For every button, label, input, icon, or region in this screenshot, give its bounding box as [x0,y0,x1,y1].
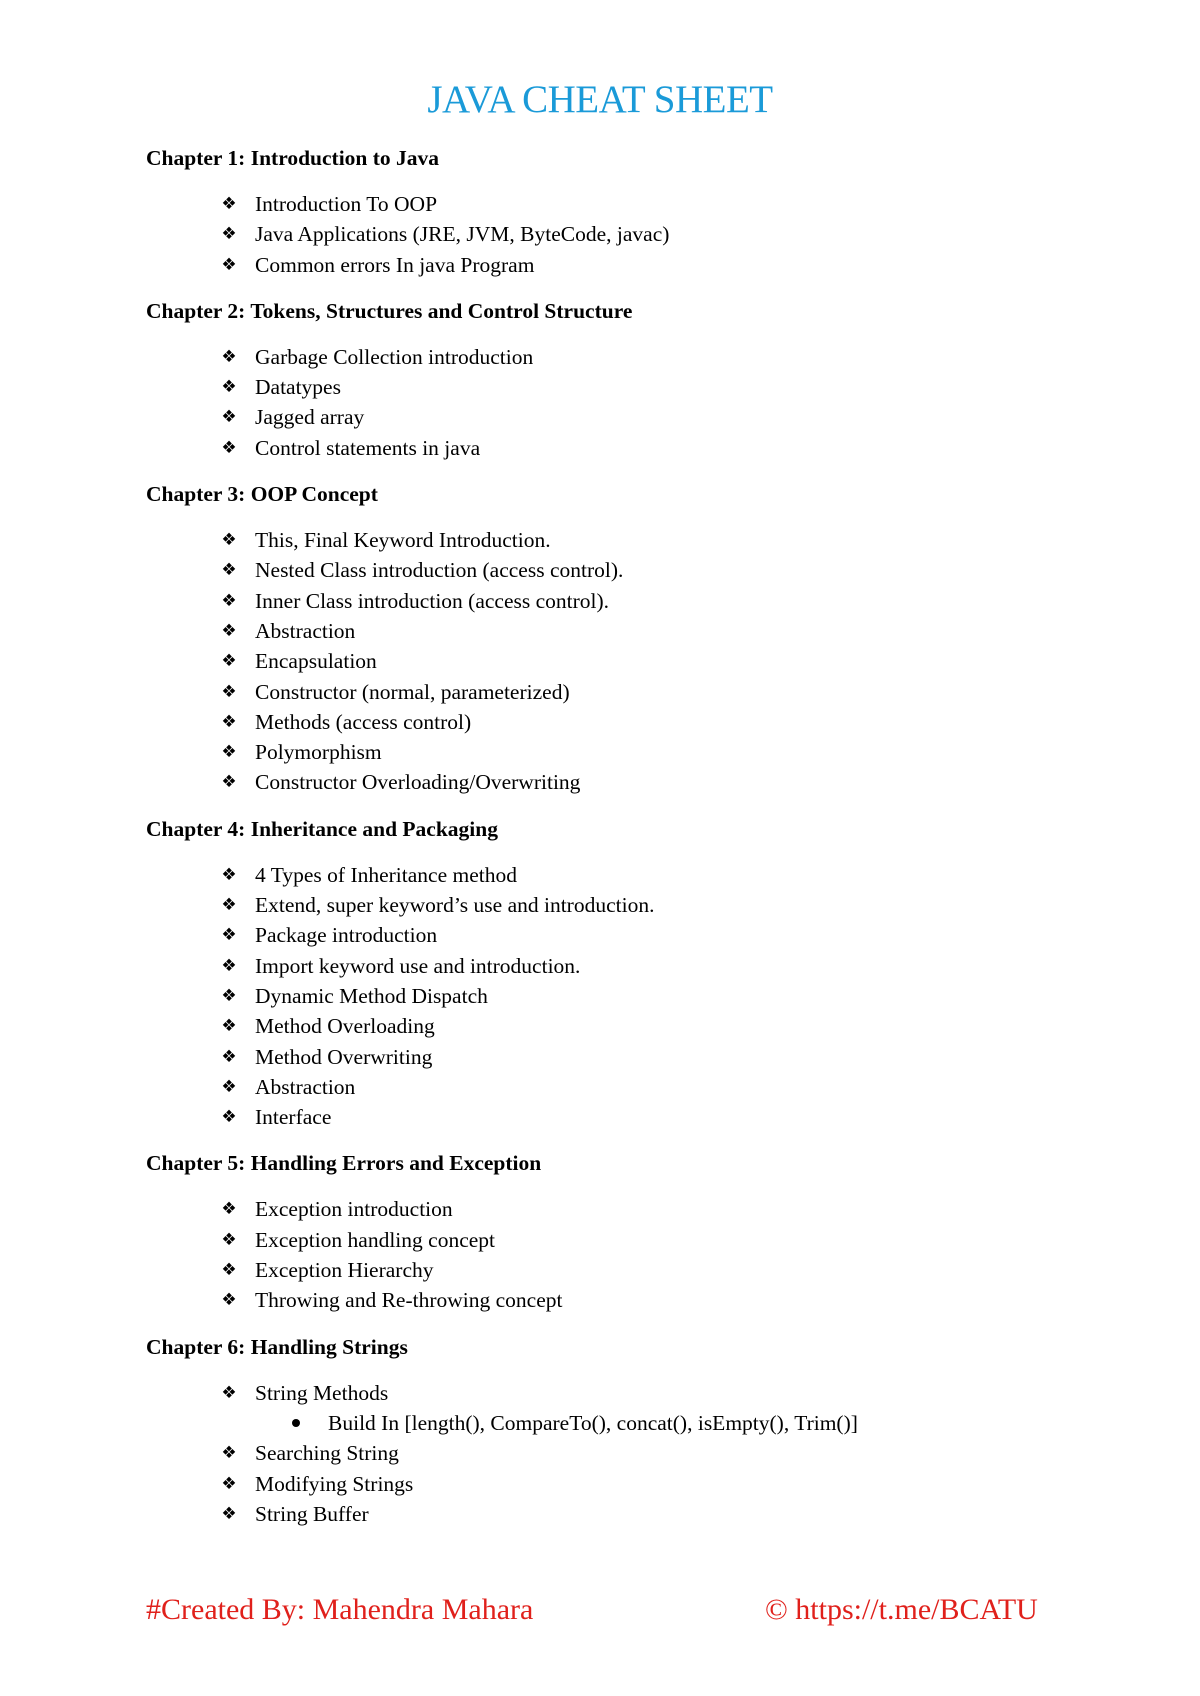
chapter-heading: Chapter 3: OOP Concept [146,482,378,507]
topic-item [146,951,1096,981]
topic-item [146,737,1096,767]
diamond-bullet-icon: ❖ [221,407,237,428]
topic-text: Exception handling concept [255,1227,496,1252]
footer-author: #Created By: Mahendra Mahara [146,1593,534,1626]
topic-item [146,342,1096,372]
topic-text: Java Applications (JRE, JVM, ByteCode, javac) [255,222,670,247]
diamond-bullet-icon: ❖ [221,681,237,702]
diamond-bullet-icon: ❖ [221,772,237,793]
diamond-bullet-icon: ❖ [221,1076,237,1097]
topic-item [146,189,1096,219]
topic-list [146,189,1096,280]
diamond-bullet-icon: ❖ [221,1503,237,1524]
topic-item [146,646,1096,676]
topic-item [146,1194,1096,1224]
topic-text: Abstraction [255,1074,356,1099]
topic-item [146,1285,1096,1315]
topic-text: This, Final Keyword Introduction. [255,528,551,553]
topic-item [146,920,1096,950]
topic-text: Encapsulation [255,649,377,674]
topic-list [146,1378,1096,1529]
chapter-heading: Chapter 4: Inheritance and Packaging [146,816,498,841]
topic-text: Package introduction [255,923,438,948]
topic-text: Interface [255,1105,332,1130]
topic-list [146,1194,1096,1315]
topic-item [146,1225,1096,1255]
diamond-bullet-icon: ❖ [221,864,237,885]
topic-text: Constructor (normal, parameterized) [255,679,570,704]
topic-item [146,677,1096,707]
topic-item [146,1102,1096,1132]
page-title: JAVA CHEAT SHEET [427,78,773,121]
topic-text: Dynamic Method Dispatch [255,983,488,1008]
topic-item [146,525,1096,555]
dot-bullet-icon [292,1419,300,1427]
diamond-bullet-icon: ❖ [221,1290,237,1311]
topic-list [146,525,1096,798]
diamond-bullet-icon: ❖ [221,711,237,732]
chapter-heading: Chapter 2: Tokens, Structures and Control Structure [146,298,633,323]
footer-link[interactable]: © https://t.me/BCATU [765,1593,1038,1626]
diamond-bullet-icon: ❖ [221,1382,237,1403]
chapter-section [146,1148,1096,1315]
diamond-bullet-icon: ❖ [221,560,237,581]
topic-item [146,372,1096,402]
diamond-bullet-icon: ❖ [221,346,237,367]
topic-list [146,342,1096,463]
diamond-bullet-icon: ❖ [221,530,237,551]
topic-item [146,1438,1096,1468]
topic-text: Method Overwriting [255,1044,433,1069]
topic-item [146,586,1096,616]
topic-text: Import keyword use and introduction. [255,953,581,978]
topic-item [146,433,1096,463]
topic-text: Searching String [255,1441,399,1466]
topic-text: Garbage Collection introduction [255,344,534,369]
chapter-heading: Chapter 6: Handling Strings [146,1334,408,1359]
chapter-section [146,479,1096,798]
topic-text: Modifying Strings [255,1471,414,1496]
topic-item [146,1042,1096,1072]
diamond-bullet-icon: ❖ [221,925,237,946]
diamond-bullet-icon: ❖ [221,437,237,458]
topic-text: Polymorphism [255,740,382,765]
topic-item [146,555,1096,585]
topic-item [146,219,1096,249]
chapter-section [146,1332,1096,1529]
diamond-bullet-icon: ❖ [221,1199,237,1220]
topic-text: Jagged array [255,405,365,430]
diamond-bullet-icon: ❖ [221,1016,237,1037]
topic-text: Common errors In java Program [255,252,535,277]
topic-text: Introduction To OOP [255,192,438,216]
topic-item [146,1072,1096,1102]
topic-text: Control statements in java [255,435,481,460]
diamond-bullet-icon: ❖ [221,955,237,976]
topic-text: String Buffer [255,1501,369,1526]
topic-item [146,890,1096,920]
chapter-heading: Chapter 5: Handling Errors and Exception [146,1151,542,1176]
chapter-list [146,143,1096,1545]
topic-item [146,707,1096,737]
topic-list [146,860,1096,1133]
diamond-bullet-icon: ❖ [221,1473,237,1494]
diamond-bullet-icon: ❖ [221,377,237,398]
diamond-bullet-icon: ❖ [221,651,237,672]
topic-text: Abstraction [255,618,356,643]
topic-text: String Methods [255,1380,389,1405]
diamond-bullet-icon: ❖ [221,1443,237,1464]
topic-item [146,767,1096,797]
chapter-section [146,814,1096,1133]
topic-item [146,402,1096,432]
sub-topic-item [146,1408,1096,1438]
topic-item [146,1378,1096,1408]
diamond-bullet-icon: ❖ [221,985,237,1006]
topic-text: Exception introduction [255,1197,453,1222]
diamond-bullet-icon: ❖ [221,620,237,641]
topic-item [146,250,1096,280]
topic-text: Throwing and Re-throwing concept [255,1288,563,1313]
diamond-bullet-icon: ❖ [221,254,237,275]
chapter-heading: Chapter 1: Introduction to Java [146,146,440,170]
sub-topic-text: Build In [length(), CompareTo(), concat(), isEmpty(), Trim()] [328,1410,858,1435]
topic-text: Datatypes [255,375,341,400]
topic-text: Nested Class introduction (access control). [255,558,624,583]
chapter-section [146,143,1096,280]
diamond-bullet-icon: ❖ [221,590,237,611]
diamond-bullet-icon: ❖ [221,194,237,214]
diamond-bullet-icon: ❖ [221,895,237,916]
diamond-bullet-icon: ❖ [221,742,237,763]
diamond-bullet-icon: ❖ [221,224,237,245]
topic-text: Constructor Overloading/Overwriting [255,770,581,795]
diamond-bullet-icon: ❖ [221,1107,237,1128]
topic-text: Inner Class introduction (access control). [255,588,610,613]
diamond-bullet-icon: ❖ [221,1229,237,1250]
topic-item [146,1011,1096,1041]
topic-item [146,860,1096,890]
topic-item [146,616,1096,646]
diamond-bullet-icon: ❖ [221,1046,237,1067]
topic-text: 4 Types of Inheritance method [255,862,517,887]
topic-text: Extend, super keyword’s use and introduction. [255,893,655,918]
topic-item [146,981,1096,1011]
diamond-bullet-icon: ❖ [221,1260,237,1281]
topic-item [146,1255,1096,1285]
topic-item [146,1469,1096,1499]
topic-text: Methods (access control) [255,709,472,734]
topic-text: Method Overloading [255,1014,435,1039]
topic-text: Exception Hierarchy [255,1258,434,1283]
chapter-section [146,296,1096,463]
topic-item [146,1499,1096,1529]
